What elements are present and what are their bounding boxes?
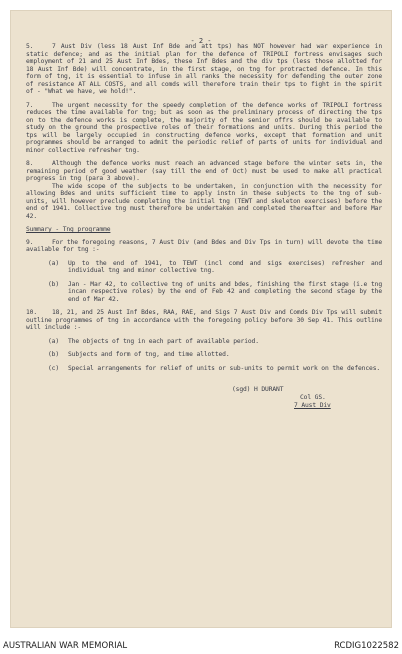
- list-item: [26, 260, 382, 275]
- signature-rank: Col GS.: [300, 394, 326, 401]
- page-number: - 2 -: [190, 37, 212, 45]
- item-text: Jan - Mar 42, to collective tng of units and bdes, finishing the first stage (i.e tng incan respective roles) by the end of Feb 42 and completing the second stage by the end of Mar 42.: [68, 280, 382, 303]
- item-text: Subjects and form of tng, and time allotted.: [68, 351, 230, 358]
- signature-unit: 7 Aust Div: [294, 402, 331, 409]
- list-item: [26, 365, 382, 373]
- footer-record-id: RCDIG1022582: [334, 641, 399, 651]
- paragraph-5: [26, 43, 382, 96]
- item-label: (a): [48, 259, 60, 267]
- paragraph-8: [26, 160, 382, 220]
- signature-block: [26, 386, 382, 410]
- paragraph-7: [26, 102, 382, 155]
- summary-heading: Summary - Tng programme: [26, 226, 111, 233]
- paragraph-number: 7.: [26, 101, 34, 109]
- paragraph-number: 5.: [26, 43, 34, 50]
- paragraph-number: 10.: [26, 309, 38, 316]
- paragraph-text: Although the defence works must reach an advanced stage before the winter sets in, the remaining period of good weather (say till the end of Oct) must be used to make all practical progress in tng (para 3 above).: [26, 160, 382, 182]
- list-item: [26, 281, 382, 304]
- paragraph-text: 18, 21, and 25 Aust Inf Bdes, RAA, RAE, and Sigs 7 Aust Div and Comds Div Tps will submit outline programmes of tng in accordance with the foregoing policy before 30 Sep 41. This outline will include :-: [26, 309, 382, 331]
- paragraph-number: 9.: [26, 238, 34, 246]
- paragraph-text: For the foregoing reasons, 7 Aust Div (and Bdes and Div Tps in turn) will devote the time available for tng :-: [26, 238, 382, 253]
- item-label: (b): [48, 351, 60, 358]
- item-text: The objects of tng in each part of available period.: [68, 337, 259, 345]
- item-text: Special arrangements for relief of units or sub-units to permit work on the defences.: [68, 364, 381, 372]
- paragraph-continuation: The wide scope of the subjects to be undertaken, in conjunction with the necessity for allowing Bdes and units sufficient time to apply instn in these subjects to the tng of sub-units, will however preclude completing the initial tng (TEWT and skeleton exercises) before the end of 1941. Collective tng must therefore be undertaken and completed thereafter and before Mar 42.: [26, 182, 382, 220]
- item-text: Up to the end of 1941, to TEWT (incl comd and sigs exercises) refresher and individual tng and minor collective tng.: [68, 259, 382, 274]
- footer-archive-name: AUSTRALIAN WAR MEMORIAL: [3, 641, 128, 651]
- signature-name: (sgd) H DURANT: [232, 386, 284, 393]
- paragraph-10: [26, 309, 382, 332]
- list-item: [26, 338, 382, 346]
- item-label: (a): [48, 337, 60, 345]
- document-body: [26, 37, 382, 410]
- list-item: [26, 351, 382, 359]
- paragraph-text: The urgent necessity for the speedy completion of the defence works of TRIPOLI fortress reduces the time available for tng; but as soon as the preliminary process of directing the tps on to the defence works is complete, the majority of the senior offrs should be available to study on the ground the prospective roles of their formations and units. During this period the tps will be largely occupied in constructing defence works, except that formation and unit programmes should be arranged to admit the periodic relief of parts of units for individual and minor collective refresher tng.: [26, 101, 382, 154]
- item-label: (b): [48, 280, 60, 288]
- paragraph-text: 7 Aust Div (less 18 Aust Inf Bde and att tps) has NOT however had war experience in static defence; and as the initial plan for the defence of TRIPOLI fortress envisages such employment of 21 and 25 Aust Inf Bdes, these Inf Bdes and the div tps (less those allotted for 18 Aust Inf Bde) will concentrate, in the first stage, on tng for protracted defence. In this form of tng, it is essential to infuse in all ranks the necessity for defending the outer zone of resistance AT ALL COSTS, and all comds will therefore train their tps to fight in the spirit of - "What we have, we hold!".: [26, 43, 382, 95]
- footer-bar: [0, 637, 402, 654]
- item-label: (c): [48, 364, 60, 372]
- paragraph-number: 8.: [26, 160, 34, 167]
- paragraph-9: [26, 239, 382, 254]
- document-sheet: [11, 11, 391, 627]
